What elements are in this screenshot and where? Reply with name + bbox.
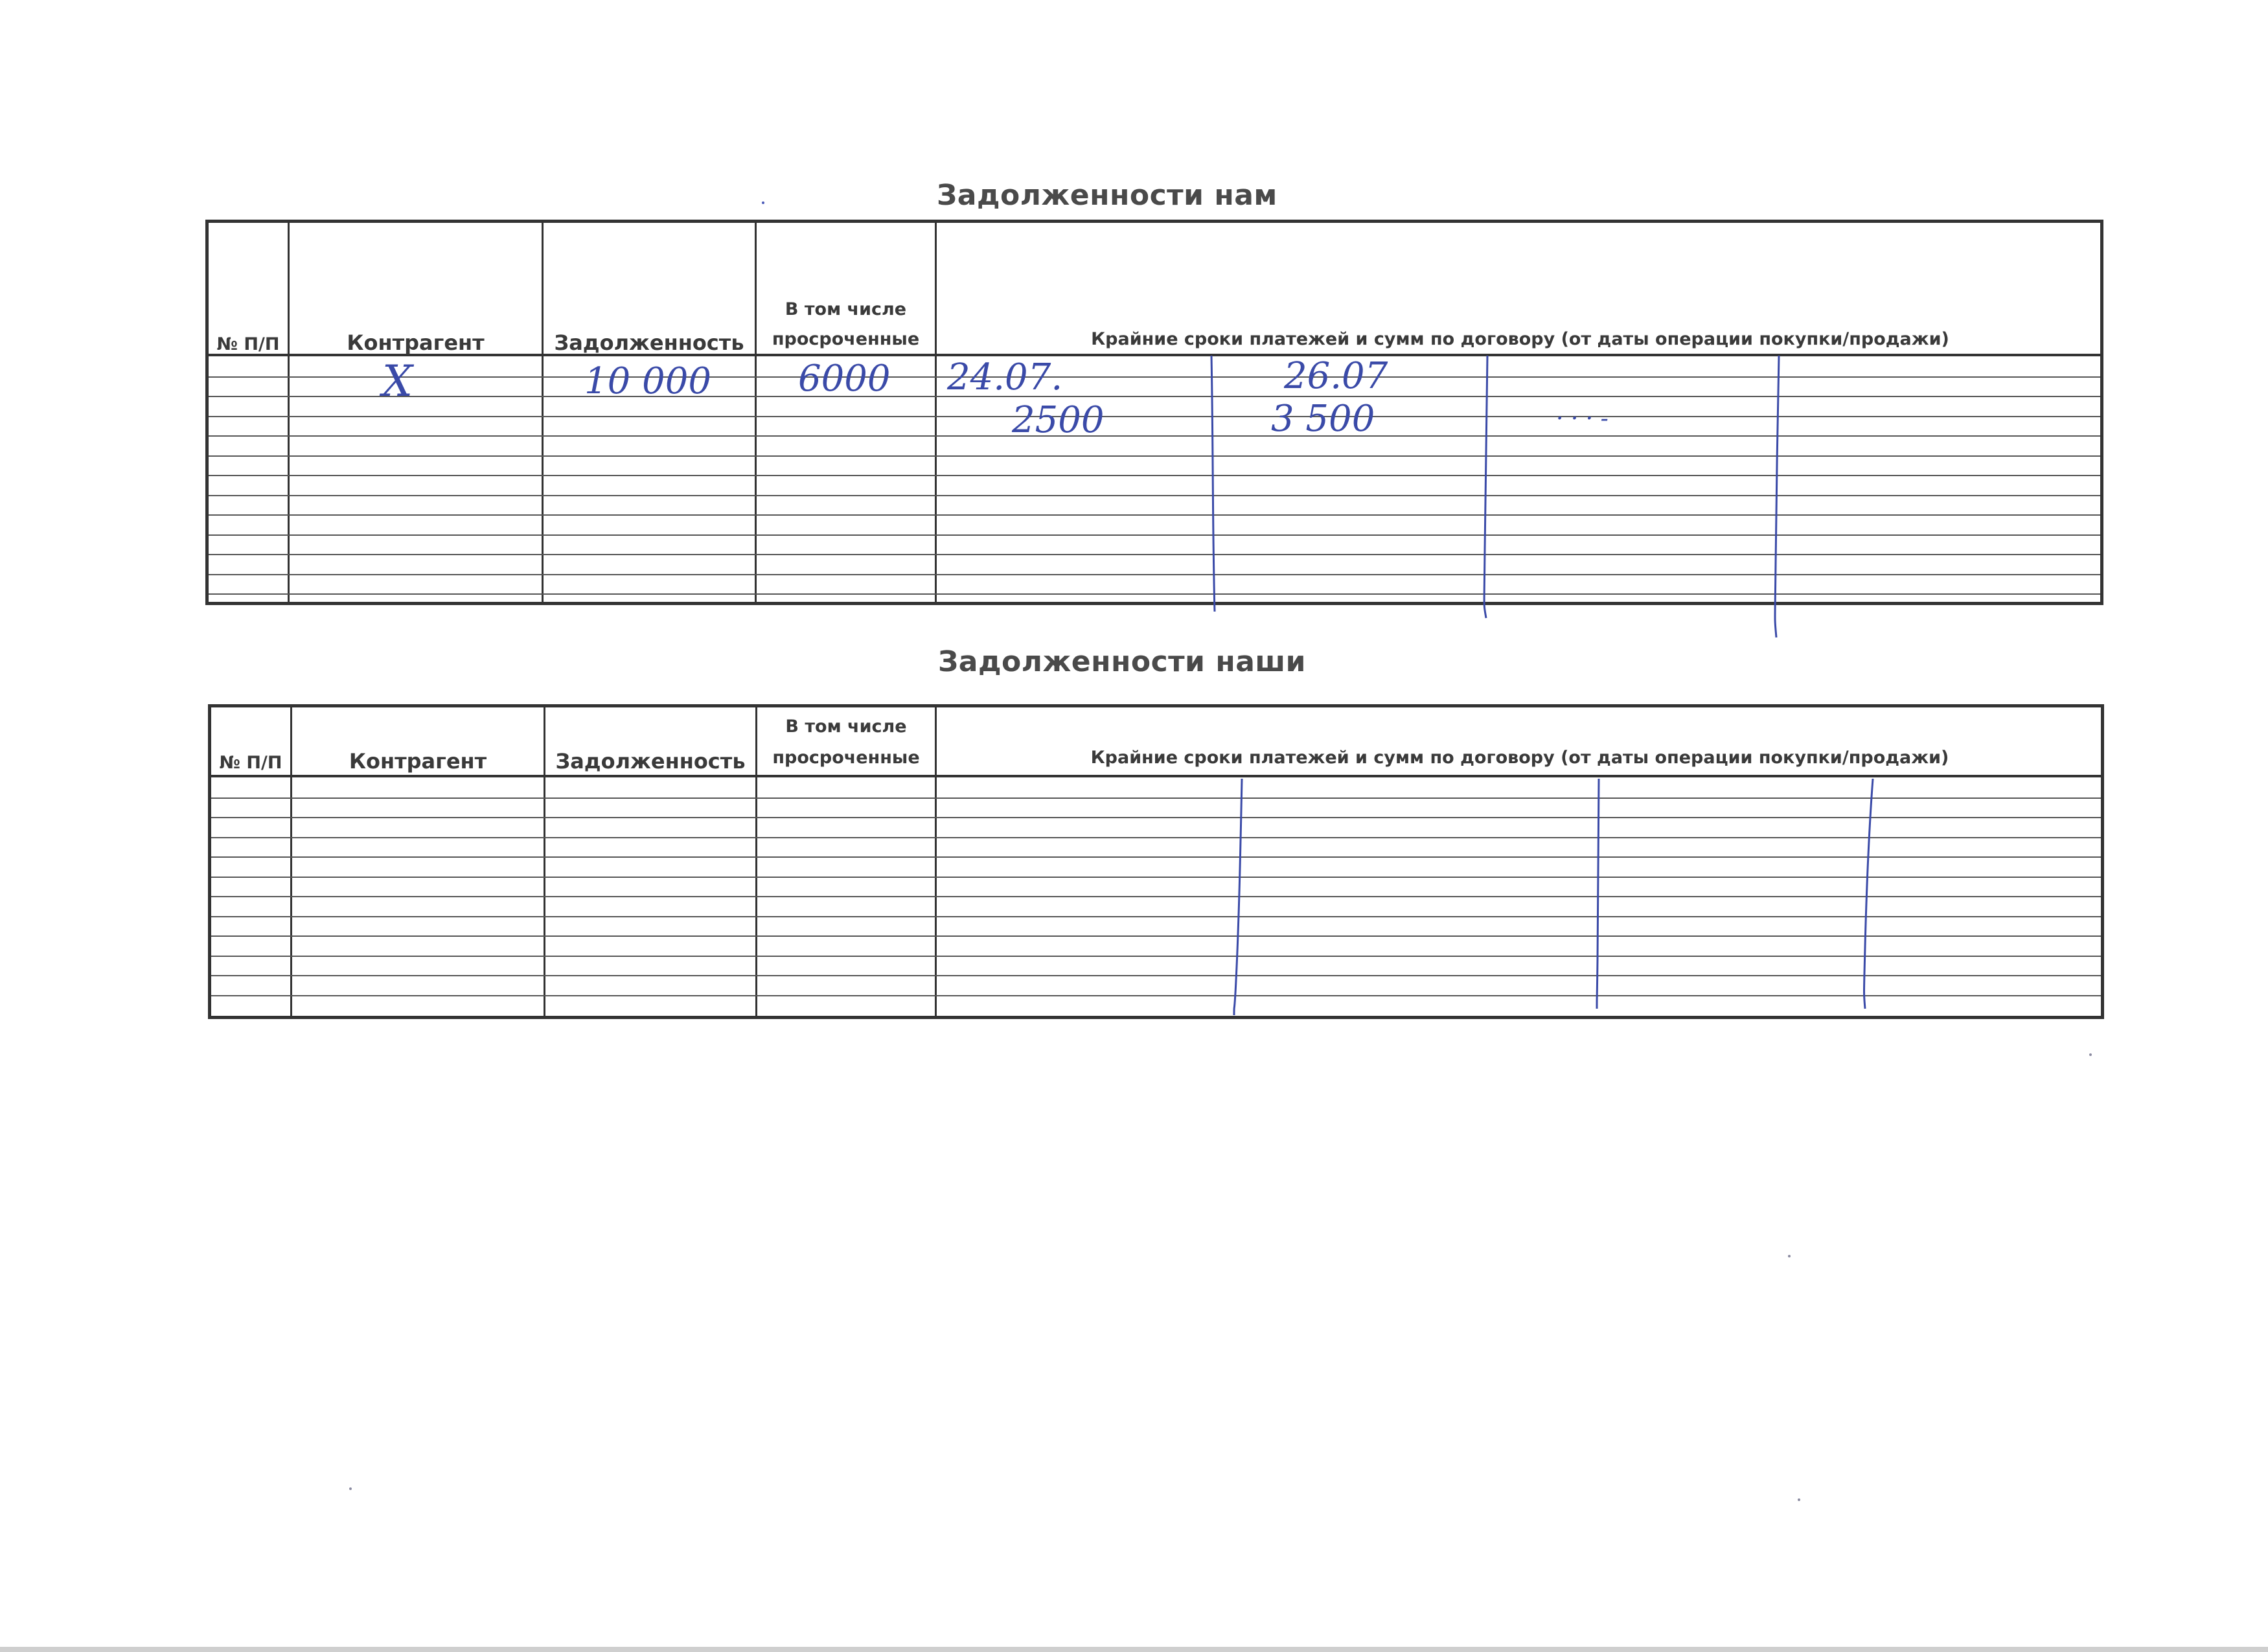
table-row-line (209, 455, 2100, 457)
table-row-line (211, 956, 2101, 957)
scan-speck (1788, 1255, 1791, 1257)
scan-bottom-edge (0, 1647, 2268, 1652)
handwritten-overdue: 6000 (798, 358, 891, 400)
handwritten-date-1: 24.07. (947, 356, 1063, 398)
column-header-debt: Задолженность (555, 749, 746, 774)
table-row-line (209, 435, 2100, 437)
pen-divider (1231, 779, 1244, 1018)
pen-divider (1206, 356, 1219, 615)
table-row-line (209, 475, 2100, 476)
table-row-line (211, 877, 2101, 878)
column-divider (755, 223, 757, 602)
table-row-line (211, 975, 2101, 976)
table-row-line (211, 896, 2101, 897)
table-row-line (209, 574, 2100, 575)
table-row-line (209, 593, 2100, 595)
table-owed-by-us (208, 704, 2104, 1019)
column-header-deadlines: Крайние сроки платежей и сумм по договору (от даты операции покупки/продажи) (1091, 329, 1949, 349)
column-header-counterparty: Контрагент (347, 330, 485, 355)
column-header-deadlines: Крайние сроки платежей и сумм по договору (от даты операции покупки/продажи) (1090, 748, 1949, 768)
section-title-owed-to-us: Задолженности нам (937, 179, 1277, 212)
column-divider (542, 223, 544, 602)
column-header-number: № П/П (219, 753, 282, 773)
section-title-owed-by-us: Задолженности наши (938, 645, 1306, 678)
scan-speck (349, 1487, 352, 1490)
table-row-line (209, 514, 2100, 516)
table-row-line (211, 797, 2101, 799)
header-separator (211, 775, 2101, 777)
column-header-number: № П/П (216, 334, 280, 354)
column-divider (288, 223, 290, 602)
pen-divider (1770, 356, 1783, 641)
pen-divider (1480, 356, 1493, 628)
column-header-overdue-line1: В том числе (785, 717, 907, 737)
table-row-line (211, 916, 2101, 917)
pen-divider (1860, 779, 1875, 1012)
handwritten-marks: · · · - (1556, 406, 1609, 432)
pen-divider (1591, 779, 1604, 1012)
handwritten-counterparty: Х (382, 356, 413, 406)
table-row-line (209, 416, 2100, 417)
table-row-line (209, 376, 2100, 378)
table-row-line (209, 534, 2100, 536)
scan-speck (762, 201, 764, 204)
table-row-line (209, 396, 2100, 397)
column-header-overdue-line2: просроченные (772, 329, 920, 349)
table-row-line (209, 495, 2100, 496)
table-row-line (211, 837, 2101, 838)
handwritten-amount-1: 2500 (1012, 399, 1105, 441)
handwritten-date-2: 26.07 (1284, 355, 1388, 397)
column-header-debt: Задолженность (554, 330, 744, 355)
column-header-counterparty: Контрагент (349, 749, 487, 774)
table-row-line (211, 995, 2101, 996)
handwritten-debt: 10 000 (584, 360, 711, 402)
scan-speck (1798, 1498, 1800, 1501)
handwritten-amount-2: 3 500 (1271, 398, 1375, 440)
scan-speck (2089, 1053, 2092, 1056)
table-row-line (211, 856, 2101, 858)
table-row-line (211, 817, 2101, 818)
table-row-line (209, 554, 2100, 555)
column-divider (935, 223, 937, 602)
table-owed-to-us (205, 220, 2103, 605)
column-header-overdue-line1: В том числе (785, 299, 907, 319)
table-row-line (211, 935, 2101, 937)
column-header-overdue-line2: просроченные (772, 748, 920, 768)
